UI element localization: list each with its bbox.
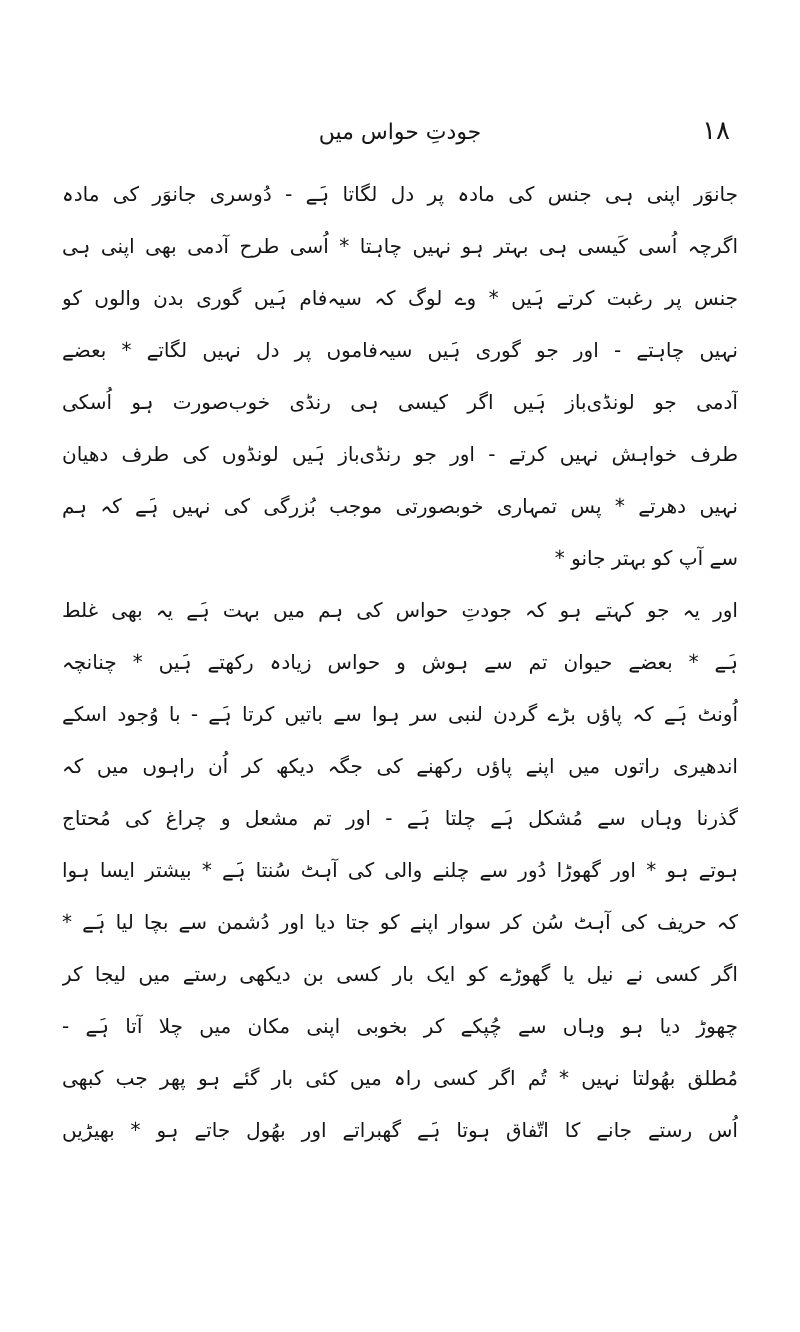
text-line: اُس رستے جانے کا اتّفاق ہوتا ہَے گھبراتے اور بھُول جاتے ہو * بھیڑیں — [62, 1118, 738, 1142]
text-line: مُطلق بھُولتا نہیں * تُم اگر کسی راہ میں کئی بار گئے ہو پھر جب کبھی — [62, 1066, 738, 1090]
paragraph — [62, 584, 738, 1156]
body-text — [62, 168, 738, 1156]
text-line: سے آپ کو بہتر جانو * — [554, 546, 738, 570]
text-line: نہیں چاہتے - اور جو گوری ہَیں سیہ‌فاموں پر دل نہیں لگاتے * بعضے — [62, 338, 738, 362]
text-line: اُونٹ ہَے کہ پاؤں بڑے گردن لنبی سر ہوا سے باتیں کرتا ہَے - با وُجود اسکے — [62, 702, 738, 726]
text-line: اور یہ جو کہتے ہو کہ جودتِ حواس کی ہم میں بہت ہَے یہ بھی غلط — [62, 598, 738, 622]
page-number: ١٨ — [702, 116, 730, 146]
text-line: جنس پر رغبت کرتے ہَیں * وے لوگ کہ سیہ‌فام ہَیں گوری بدن والوں کو — [62, 286, 738, 310]
text-line: طرف خواہش نہیں کرتے - اور جو رنڈی‌باز ہَیں لونڈوں کی طرف دھیان — [62, 442, 738, 466]
page-header — [0, 110, 800, 158]
text-line: جانوَر اپنی ہی جنس کی مادہ پر دل لگاتا ہَے - دُوسری جانوَر کی مادہ — [62, 182, 738, 206]
text-line: کہ حریف کی آہٹ سُن کر سوار اپنے کو جتا دیا اور دُشمن سے بچا لیا ہَے * — [62, 910, 738, 934]
text-line: اگر کسی نے نیل یا گھوڑے کو ایک بار کسی بن دیکھی رستے میں لیجا کر — [62, 962, 738, 986]
text-line: اگرچہ اُسی کَیسی ہی بہتر ہو نہیں چاہتا * اُسی طرح آدمی بھی اپنی ہی — [62, 234, 738, 258]
text-line: آدمی جو لونڈی‌باز ہَیں اگر کیسی ہی رنڈی خوب‌صورت ہو اُسکی — [62, 390, 738, 414]
text-line: چھوڑ دیا ہو وہاں سے چُپکے کر بخوبی اپنی مکان میں چلا آتا ہَے - — [62, 1014, 738, 1038]
text-line: اندھیری راتوں میں اپنے پاؤں رکھنے کی جگہ دیکھ کر اُن راہوں میں کہ — [62, 754, 738, 778]
text-line: گذرنا وہاں سے مُشکل ہَے چلتا ہَے - اور تم مشعل و چراغ کی مُحتاج — [62, 806, 738, 830]
paragraph — [62, 168, 738, 584]
text-line: ہوتے ہو * اور گھوڑا دُور سے چلنے والی کی آہٹ سُنتا ہَے * بیشتر ایسا ہوا — [62, 858, 738, 882]
running-title: جودتِ حواس میں — [318, 120, 482, 145]
text-line: نہیں دھرتے * پس تمہاری خوبصورتی موجب بُزرگی کی نہیں ہَے کہ ہم — [62, 494, 738, 518]
text-line: ہَے * بعضے حیوان تم سے ہوش و حواس زیادہ رکھتے ہَیں * چنانچہ — [62, 650, 738, 674]
